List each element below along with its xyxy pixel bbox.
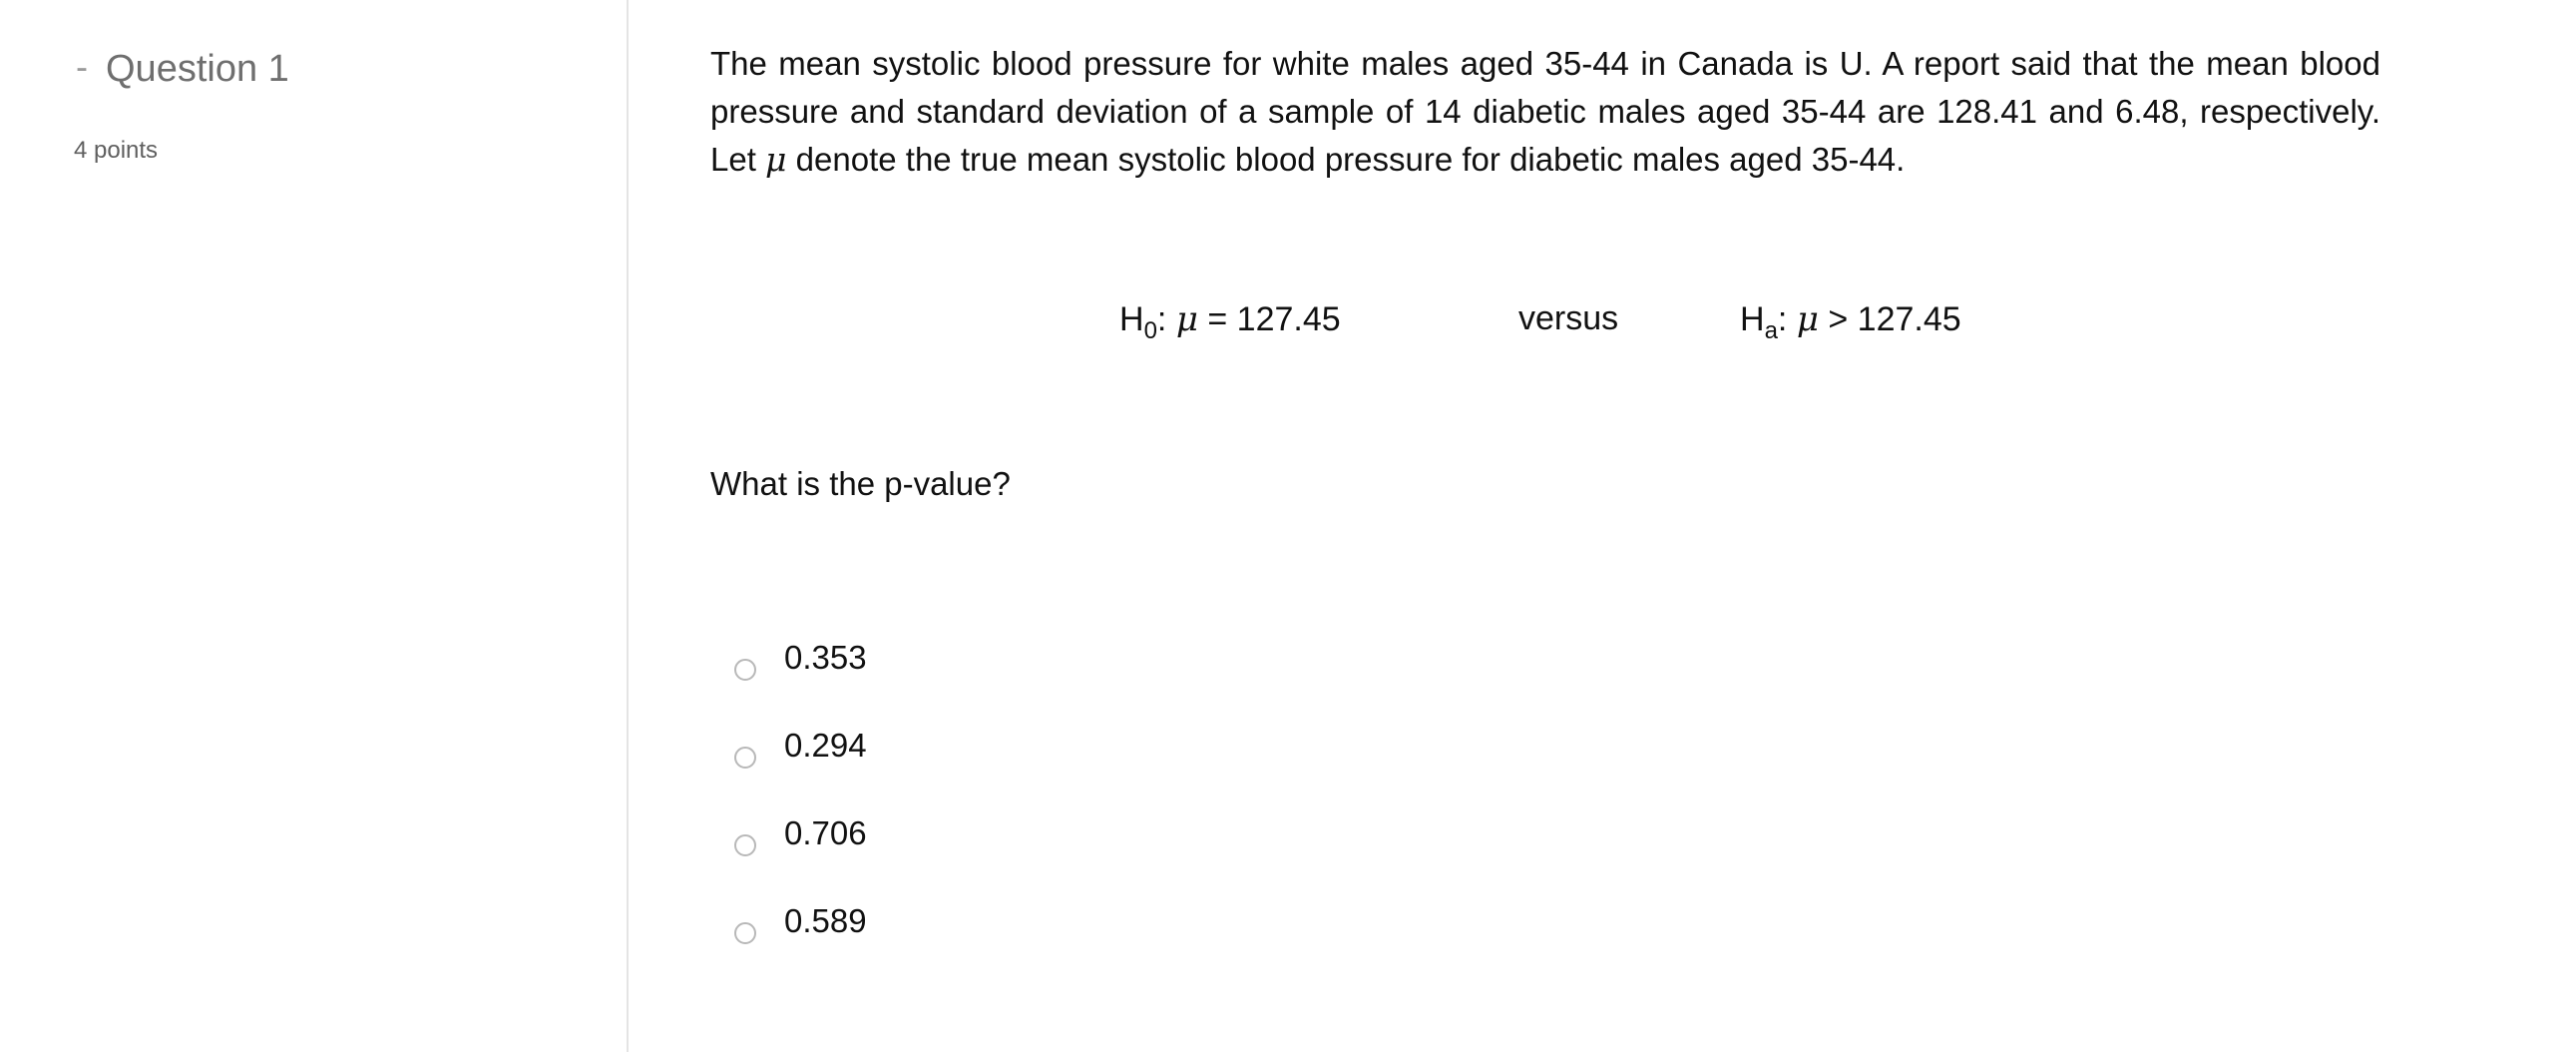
null-hypothesis [1119, 299, 1341, 344]
radio-button[interactable] [734, 834, 756, 856]
answer-option-3[interactable] [734, 814, 867, 902]
answer-options [734, 639, 867, 990]
answer-option-4[interactable] [734, 902, 867, 990]
radio-button[interactable] [734, 659, 756, 681]
stem-text-part1: The mean systolic blood pressure for white males aged 35-44 in Canada is U. A report said that the mean blood pressure and standard deviation of a sample of 14 diabetic males aged 35-44 are 128.41 and 6.48, respectively. Let [710, 45, 2380, 178]
null-hypothesis-colon: : [1156, 300, 1176, 338]
question-stem [710, 40, 2380, 184]
radio-button[interactable] [734, 747, 756, 769]
null-hypothesis-mu: μ [1175, 299, 1198, 339]
alt-hypothesis-colon: : [1777, 300, 1797, 338]
null-hypothesis-relation: = 127.45 [1197, 300, 1341, 338]
versus-label: versus [1518, 299, 1619, 337]
question-prompt: What is the p-value? [710, 465, 1011, 502]
alternative-hypothesis [1740, 299, 1961, 344]
question-points: 4 points [74, 137, 159, 164]
answer-option-label[interactable]: 0.294 [784, 727, 867, 764]
question-title: Question 1 [106, 48, 289, 90]
mu-symbol: μ [765, 140, 787, 179]
alt-hypothesis-subscript: a [1764, 317, 1778, 344]
answer-option-label[interactable]: 0.589 [784, 902, 867, 939]
answer-option-label[interactable]: 0.353 [784, 639, 867, 676]
stem-text-part2: denote the true mean systolic blood pressure for diabetic males aged 35-44. [786, 141, 1906, 178]
null-hypothesis-letter: H [1119, 300, 1144, 338]
question-stem-container [710, 40, 2380, 184]
alt-hypothesis-letter: H [1740, 300, 1765, 338]
collapse-toggle[interactable]: - [76, 46, 88, 87]
radio-button[interactable] [734, 922, 756, 944]
answer-option-1[interactable] [734, 639, 867, 727]
alt-hypothesis-relation: > 127.45 [1818, 300, 1961, 338]
alt-hypothesis-mu: μ [1796, 299, 1819, 339]
answer-option-label[interactable]: 0.706 [784, 814, 867, 851]
question-info-panel [0, 0, 629, 1052]
null-hypothesis-subscript: 0 [1143, 317, 1157, 344]
answer-option-2[interactable] [734, 727, 867, 814]
